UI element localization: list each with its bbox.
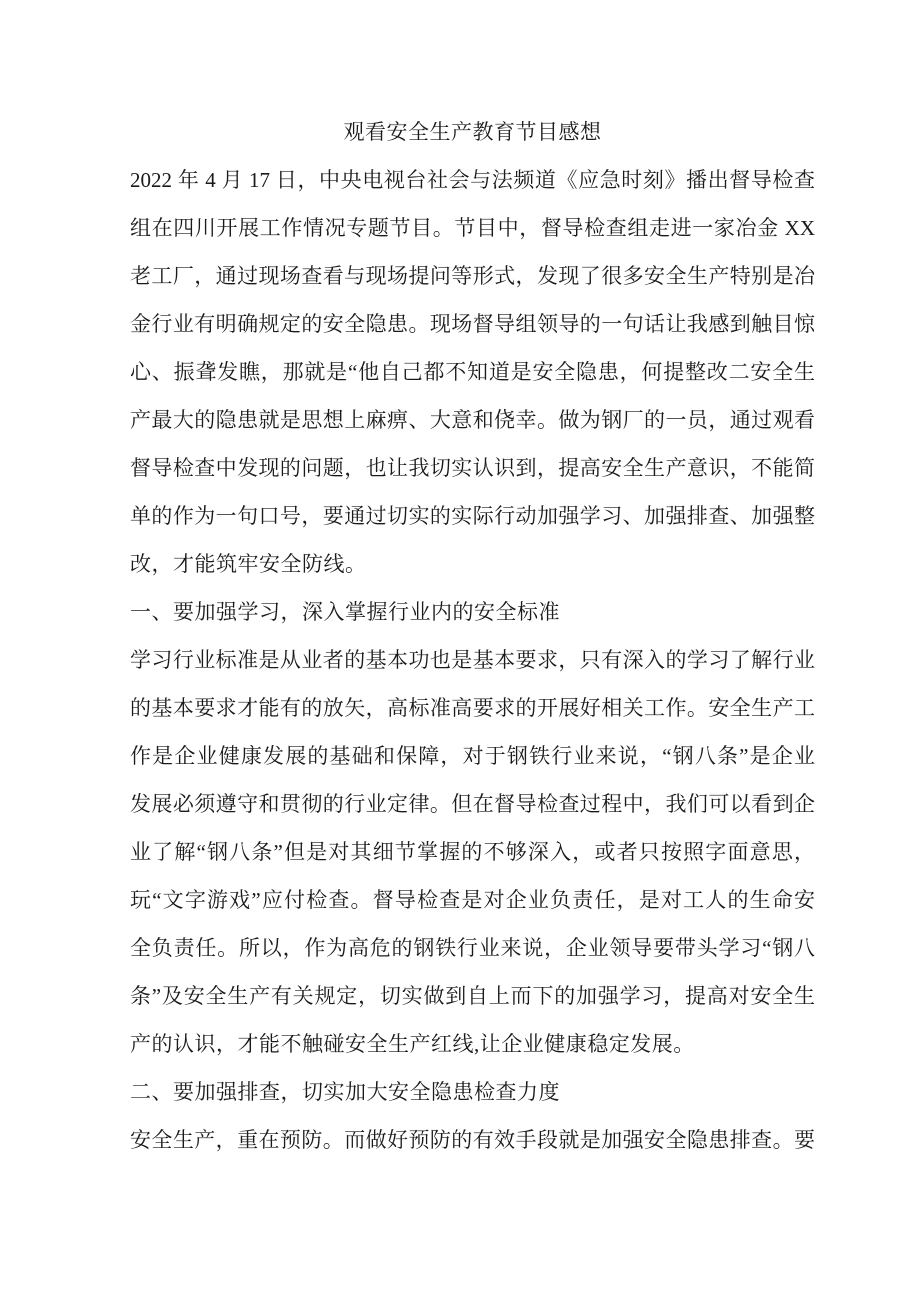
text-line: 组在四川开展工作情况专题节目。节目中，督导检查组走进一家冶金 XX	[130, 216, 815, 240]
text-line: 督导检查中发现的问题，也让我切实认识到，提高安全生产意识，不能简	[130, 456, 815, 480]
text-line: 心、振聋发瞧，那就是“他自己都不知道是安全隐患，何提整改二安全生	[130, 360, 815, 384]
text-line: 作是企业健康发展的基础和保障，对于钢铁行业来说，“钢八条”是企业	[130, 744, 815, 768]
section-heading: 一、要加强学习，深入掌握行业内的安全标准	[130, 600, 560, 624]
document-title: 观看安全生产教育节目感想	[343, 120, 602, 144]
text-line: 单的作为一句口号，要通过切实的实际行动加强学习、加强排查、加强整	[130, 504, 815, 528]
text-line: 产的认识，才能不触碰安全生产红线,让企业健康稳定发展。	[130, 1032, 695, 1056]
text-line: 全负责任。所以，作为高危的钢铁行业来说，企业领导要带头学习“钢八	[130, 936, 815, 960]
text-line: 产最大的隐患就是思想上麻痹、大意和侥幸。做为钢厂的一员，通过观看	[130, 408, 815, 432]
text-line: 金行业有明确规定的安全隐患。现场督导组领导的一句话让我感到触目惊	[130, 312, 815, 336]
text-line: 老工厂，通过现场查看与现场提问等形式，发现了很多安全生产特别是冶	[130, 264, 815, 288]
text-line: 安全生产，重在预防。而做好预防的有效手段就是加强安全隐患排查。要	[130, 1128, 815, 1152]
section-heading: 二、要加强排查，切实加大安全隐患检查力度	[130, 1080, 560, 1104]
text-line: 改，才能筑牢安全防线。	[130, 552, 367, 576]
text-line: 条”及安全生产有关规定，切实做到自上而下的加强学习，提高对安全生	[130, 984, 815, 1008]
text-line: 发展必须遵守和贯彻的行业定律。但在督导检查过程中，我们可以看到企	[130, 792, 815, 816]
text-line: 玩“文字游戏”应付检查。督导检查是对企业负责任，是对工人的生命安	[130, 888, 815, 912]
text-line: 业了解“钢八条”但是对其细节掌握的不够深入，或者只按照字面意思，	[130, 840, 815, 864]
text-line: 的基本要求才能有的放矢，高标准高要求的开展好相关工作。安全生产工	[130, 696, 815, 720]
text-line: 学习行业标准是从业者的基本功也是基本要求，只有深入的学习了解行业	[130, 648, 815, 672]
document-body	[130, 156, 815, 1164]
text-line: 2022 年 4 月 17 日，中央电视台社会与法频道《应急时刻》播出督导检查	[130, 168, 815, 192]
